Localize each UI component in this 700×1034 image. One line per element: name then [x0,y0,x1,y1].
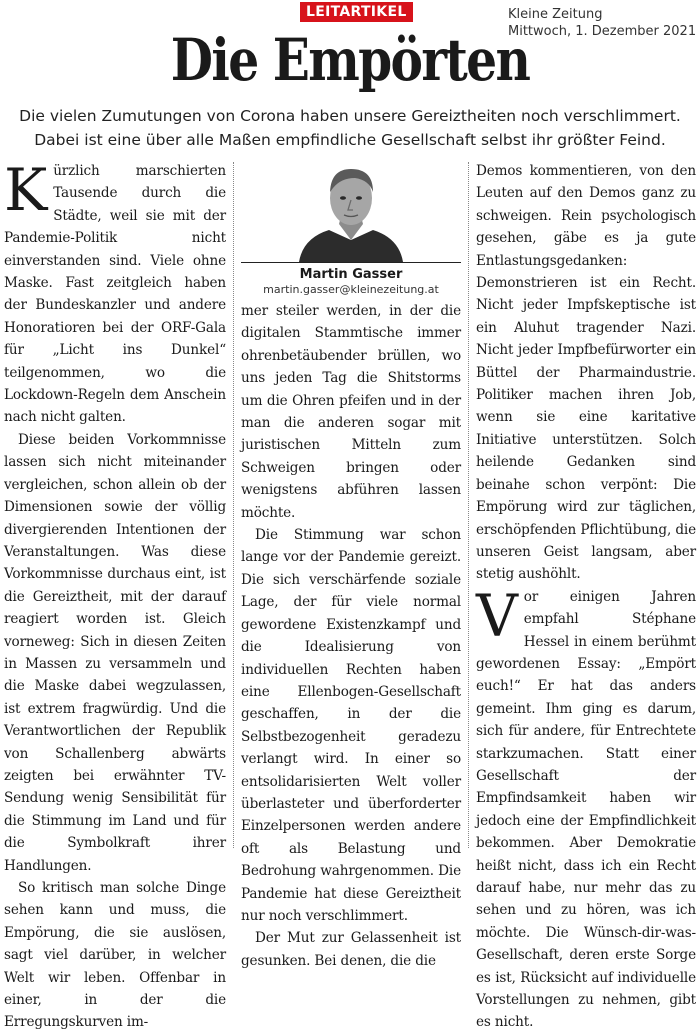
paragraph: So kritisch man solche Dinge sehen kann und muss, die Empörung, die sie auslösen, sagt viel darüber, in welcher Welt wir leben. Offenbar in einer, in der die Erregungskurven im- [4,880,226,1031]
article-column-1 [4,156,226,1034]
paragraph: mer steiler werden, in der die digitalen Stammtische immer ohrenbetäubender brüllen, wo uns jeden Tag die Shitstorms um die Ohren pfeifen und in der man die anderen sogar mit juristischen Mitteln zum Schweigen bringen oder wenigstens abführen lassen möchte. [241,303,461,521]
paragraph-text: ürzlich marschierten Tausende durch die Städte, weil sie mit der Pandemie-Politik nicht einverstanden sind. Viele ohne Maske. Fast zeitgleich haben der Bundeskanzler und andere Honoratioren bei der ORF-Gala für „Licht ins Dunkel“ teilgenommen, wo die Lockdown-Regeln dem Anschein nach nicht galten. [4,163,226,426]
drop-cap: V [476,581,518,650]
headline: Die Empörten [170,26,530,94]
author-email: martin.gasser@kleinezeitung.at [263,283,439,296]
paragraph [476,581,696,1034]
drop-cap: K [4,156,48,224]
column-divider [233,162,234,848]
article-column-3 [476,160,696,1034]
paragraph [4,156,226,429]
subheadline-line-1: Die vielen Zumutungen von Corona haben unsere Gereiztheiten noch verschlimmert. [19,107,681,125]
author-box [241,158,461,297]
paragraph: Die Stimmung war schon lange vor der Pandemie gereizt. Die sich verschärfende soziale Lage, der für viele normal gewordene Existenzkampf und die Idealisierung von individuellen Rechten haben eine Ellenbogen-Gesellschaft geschaffen, in der die Selbstbezogenheit geradezu verlangt wird. In einer so entsolidarisierten Welt voller überlasteter und überforderter Einzelpersonen werden andere oft als Belastung und Bedrohung wahrgenommen. Die Pandemie hat diese Gereiztheit nur noch verschlimmert. [241,527,461,924]
author-divider [241,262,461,263]
section-kicker: LEITARTIKEL [300,2,413,22]
article-column-2 [241,300,461,972]
column-divider [468,162,469,848]
author-name: Martin Gasser [299,267,403,282]
author-portrait [281,158,421,262]
paragraph: Diese beiden Vorkommnisse lassen sich nicht miteinander vergleichen, schon allein ob der Dimensionen sowie der völlig divergierenden Intentionen der Veranstaltungen. Was diese Vorkommnisse durchaus eint, ist die Gereiztheit, mit der darauf reagiert worden ist. Gleich vorneweg: Sich in diesen Zeiten in Massen zu versammeln und die Maske dabei wegzulassen, ist extrem fragwürdig. Und die Verantwortlichen der Republik von Schallenberg abwärts zeigten bei erwähnter TV-Sendung wenig Sensibilität für die Stimmung im Land und für die Symbolkraft ihrer Handlungen. [4,431,226,874]
paragraph: Der Mut zur Gelassenheit ist gesunken. Bei denen, die die [241,930,461,969]
paragraph: Demos kommentieren, von den Leuten auf den Demos ganz zu schweigen. Rein psychologisch gesehen, gäbe es ja gute Entlastungsgedanken: Demonstrieren ist ein Recht. Nicht jeder Impfskeptische ist ein Aluhut tragender Nazi. Nicht jeder Impfbefürworter ein Büttel der Pharmaindustrie. Politiker machen ihren Job, wenn sie eine karitative Initiative unterstützen. Solch heilende Gedanken sind beinahe schon verpönt: Die Empörung wird zur täglichen, erschöpfenden Pflichtübung, die unseren Geist langsam, aber stetig aushöhlt. [476,163,696,583]
paragraph-text: or einigen Jahren empfahl Stéphane Hessel in einem berühmt gewordenen Essay: „Empört euch!“ Er hat das anders gemeint. Ihm ging es darum, sich für andere, für Entrechtete starkzumachen. Statt einer Gesellschaft der Empfindsamkeit haben wir jedoch eine der Empfindlichkeit bekommen. Aber Demokratie heißt nicht, dass ich ein Recht darauf habe, nur mehr das zu sehen und zu hören, was ich möchte. Die Wünsch-dir-was-Gesellschaft, deren erste Sorge es ist, Rücksicht auf individuelle Vorstellungen zu nehmen, gibt es nicht. [476,588,696,1031]
publication-name: Kleine Zeitung [508,7,603,22]
subheadline [0,104,700,152]
publication-date: Mittwoch, 1. Dezember 2021 [508,24,697,39]
subheadline-line-2: Dabei ist eine über alle Maßen empfindliche Gesellschaft selbst ihr größter Feind. [34,131,666,149]
